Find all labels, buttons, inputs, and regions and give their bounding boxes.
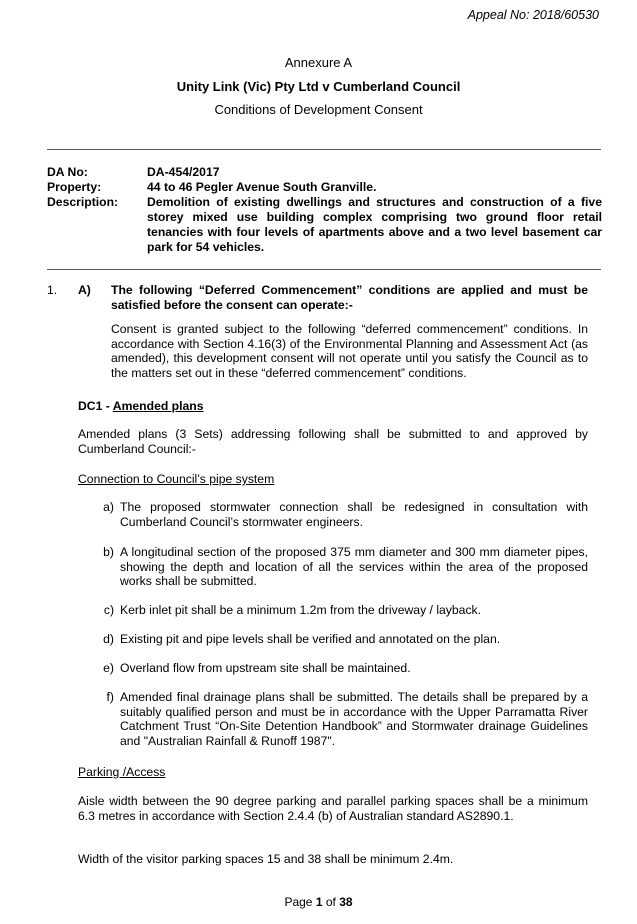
condition-heading: The following “Deferred Commencement” conditions are applied and must be satisfied before the consent can operate:- xyxy=(111,283,588,312)
da-number-label: DA No: xyxy=(47,165,88,179)
pipe-item-text: Overland flow from upstream site shall be maintained. xyxy=(120,661,411,675)
pipe-item-text: Kerb inlet pit shall be a minimum 1.2m from the driveway / layback. xyxy=(120,603,482,617)
property-label: Property: xyxy=(47,180,102,194)
pipe-item-letter: f) xyxy=(106,690,114,704)
pipe-item-text: Amended final drainage plans shall be submitted. The details shall be prepared by a suitably qualified person and must be in accordance with the Upper Parramatta River Catchment Trust “On-Site Detention Handbook” and Stormwater drainage Guidelines and "Australian Rainfall & Runoff 1987". xyxy=(120,690,588,748)
page-total: 38 xyxy=(339,895,353,909)
page-prefix: Page xyxy=(284,895,316,909)
pipe-item-text: The proposed stormwater connection shall be redesigned in consultation with Cumberland Council’s stormwater engineers. xyxy=(120,500,588,529)
parking-paragraph: Width of the visitor parking spaces 15 and 38 shall be minimum 2.4m. xyxy=(78,852,454,866)
top-divider xyxy=(47,149,601,150)
da-number-value: DA-454/2017 xyxy=(147,165,220,179)
dc1-heading xyxy=(78,399,204,413)
property-value: 44 to 46 Pegler Avenue South Granville. xyxy=(147,180,377,194)
condition-number: 1. xyxy=(47,283,58,297)
pipe-item-letter: b) xyxy=(103,545,114,559)
deferred-intro: Consent is granted subject to the following “deferred commencement” conditions. In accordance with Section 4.16(3) of the Environmental Planning and Assessment Act (as amended), this development consent will not operate until you satisfy the Council as to the matters set out in these “deferred commencement” conditions. xyxy=(111,322,588,380)
pipe-item-letter: d) xyxy=(103,632,114,646)
appeal-number: Appeal No: 2018/60530 xyxy=(467,8,599,22)
pipe-item-text: Existing pit and pipe levels shall be verified and annotated on the plan. xyxy=(120,632,501,646)
middle-divider xyxy=(47,269,601,270)
pipe-item-letter: e) xyxy=(103,661,114,675)
description-label: Description: xyxy=(47,195,119,209)
description-value: Demolition of existing dwellings and structures and construction of a five storey mixed use building complex comprising two ground floor retail tenancies with four levels of apartments above and a two level basement car park for 54 vehicles. xyxy=(147,195,602,254)
parking-heading: Parking /Access xyxy=(78,765,166,779)
case-title: Unity Link (Vic) Pty Ltd v Cumberland Council xyxy=(176,79,461,94)
dc1-code: DC1 - xyxy=(78,399,113,413)
pipe-system-heading: Connection to Council’s pipe system xyxy=(78,472,275,486)
pipe-item-letter: c) xyxy=(103,603,114,617)
pipe-item-text: A longitudinal section of the proposed 375 mm diameter and 300 mm diameter pipes, showing the depth and location of all the services within the area of the proposed works shall be submitted. xyxy=(120,545,588,588)
dc1-intro: Amended plans (3 Sets) addressing following shall be submitted to and approved by Cumberland Council:- xyxy=(78,427,588,456)
page-of: of xyxy=(322,895,340,909)
page-current: 1 xyxy=(315,895,323,909)
dc1-title: Amended plans xyxy=(112,399,204,413)
document-subtitle: Conditions of Development Consent xyxy=(214,102,423,117)
page-number xyxy=(0,895,637,909)
annexure-label: Annexure A xyxy=(284,55,353,70)
pipe-item-letter: a) xyxy=(103,500,114,514)
condition-letter: A) xyxy=(78,283,91,297)
parking-paragraph: Aisle width between the 90 degree parking and parallel parking spaces shall be a minimum 6.3 metres in accordance with Section 2.4.4 (b) of Australian standard AS2890.1. xyxy=(78,794,588,823)
